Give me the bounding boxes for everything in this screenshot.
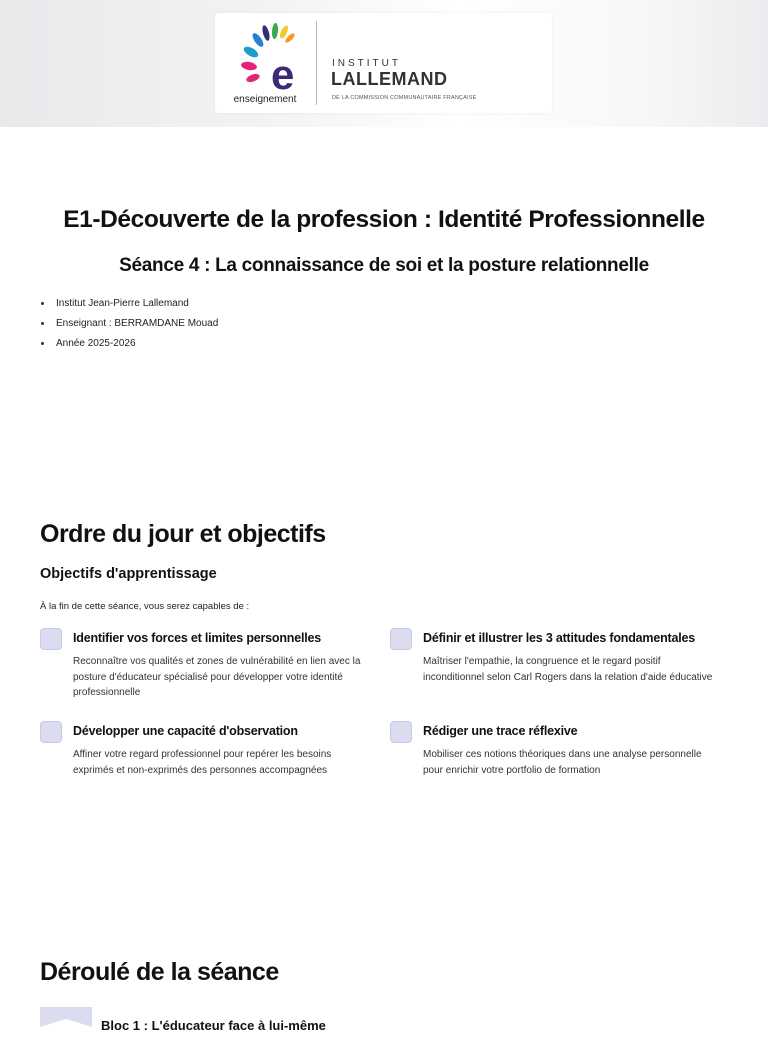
objective-checkbox-icon [390, 721, 412, 743]
step-chevron-icon [40, 1007, 92, 1037]
meta-year: Année 2025-2026 [41, 334, 218, 354]
objective-description: Maîtriser l'empathie, la congruence et le regard positif inconditionnel selon Carl Rogers dans la relation d'aide éducative [423, 656, 713, 683]
objectives-heading: Objectifs d'apprentissage [40, 566, 217, 582]
enseignement-e-logo-icon [229, 19, 309, 99]
agenda-heading: Ordre du jour et objectifs [40, 520, 326, 548]
institut-label: INSTITUT [332, 58, 401, 69]
objective-description: Reconnaître vos qualités et zones de vulnérabilité en lien avec la posture d'éducateur spécialisé pour développer votre identité professionnelle [73, 656, 361, 699]
objective-title: Identifier vos forces et limites personnelles [73, 631, 322, 645]
objective-title: Définir et illustrer les 3 attitudes fondamentales [423, 631, 696, 645]
institut-tagline: DE LA COMMISSION COMMUNAUTAIRE FRANÇAISE [332, 95, 477, 101]
objective-description: Affiner votre regard professionnel pour repérer les besoins exprimés et non-exprimés des personnes accompagnées [73, 749, 332, 776]
first-step-label: Bloc 1 : L'éducateur face à lui-même [101, 1018, 326, 1033]
deroule-heading: Déroulé de la séance [40, 958, 279, 986]
objective-checkbox-icon [40, 628, 62, 650]
institut-name: LALLEMAND [331, 69, 448, 89]
svg-text:e: e [271, 51, 295, 98]
objective-description: Mobiliser ces notions théoriques dans une analyse personnelle pour enrichir votre portfolio de formation [423, 749, 702, 776]
meta-institution: Institut Jean-Pierre Lallemand [41, 294, 218, 314]
header-banner [0, 0, 768, 127]
objective-checkbox-icon [40, 721, 62, 743]
objective-title: Rédiger une trace réflexive [423, 724, 578, 738]
institution-logo [215, 13, 552, 113]
objectives-intro: À la fin de cette séance, vous serez capables de : [40, 601, 250, 612]
logo-divider [316, 21, 317, 105]
logo-sub-label: enseignement [233, 94, 297, 105]
objective-checkbox-icon [390, 628, 412, 650]
page-title: E1-Découverte de la profession : Identité Professionnelle [63, 206, 705, 233]
page-subtitle: Séance 4 : La connaissance de soi et la posture relationnelle [119, 255, 649, 276]
meta-teacher: Enseignant : BERRAMDANE Mouad [41, 314, 218, 334]
course-meta-list [41, 294, 218, 353]
objective-title: Développer une capacité d'observation [73, 724, 298, 738]
